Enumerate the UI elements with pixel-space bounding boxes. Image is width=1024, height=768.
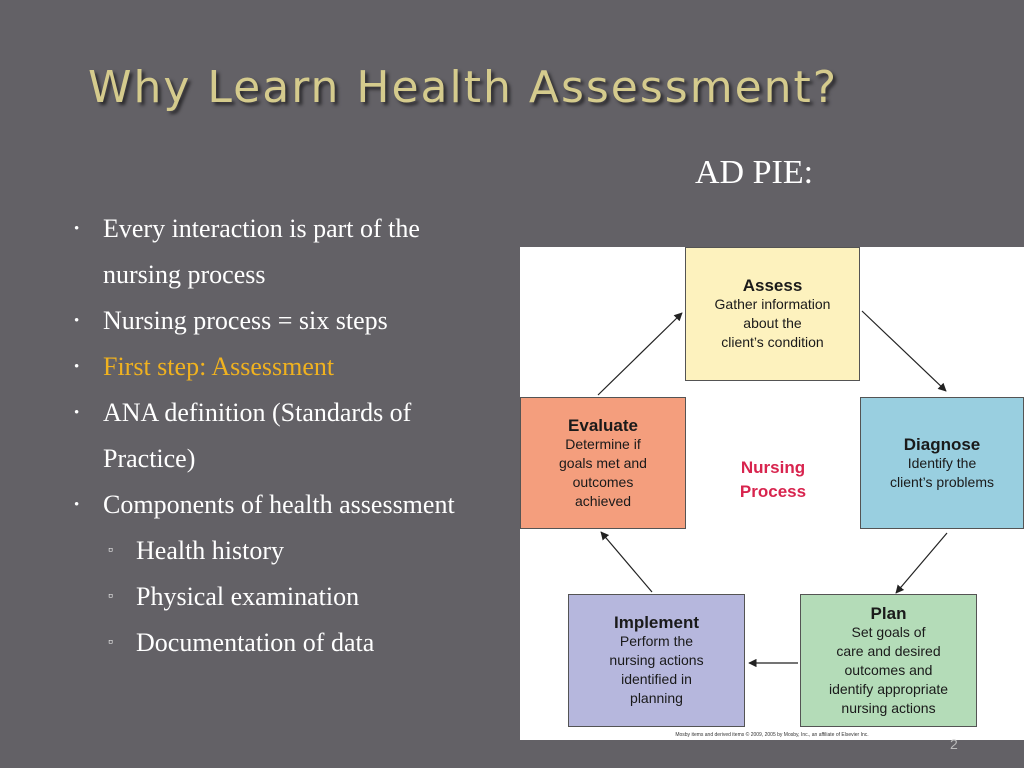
diagnose-title: Diagnose (903, 434, 981, 454)
plan-title: Plan (870, 603, 907, 623)
assess-line: about the (743, 315, 802, 331)
plan-step-box (800, 594, 977, 727)
evaluate-step-box (520, 397, 686, 529)
plan-line: identify appropriate (828, 680, 949, 697)
arrow-diagnose-to-plan (896, 533, 947, 593)
assess-line: client’s condition (721, 334, 824, 350)
implement-line: planning (630, 690, 683, 706)
evaluate-line: outcomes (572, 473, 634, 490)
assess-line: Gather information (714, 296, 831, 312)
center-label-line: Process (739, 482, 807, 501)
implement-title: Implement (613, 613, 700, 632)
bullet-item-highlighted: • First step: Assessment (72, 344, 492, 390)
assess-step-box (685, 247, 860, 381)
bullet-item: • ANA definition (Standards of Practice) (72, 390, 492, 482)
sub-bullet-item: ▫ Documentation of data (72, 620, 492, 666)
copyright-credit: Mosby items and derived items © 2009, 2005 by Mosby, Inc., an affiliate of Elsevier Inc. (675, 732, 869, 738)
bullet-list (72, 206, 492, 666)
arrow-evaluate-to-assess (598, 313, 682, 395)
diagnose-line: client’s problems (889, 473, 994, 490)
center-label-line: Nursing (740, 458, 806, 477)
implement-line: nursing actions (609, 652, 704, 668)
slide-title: Why Learn Health Assessment? (88, 62, 839, 113)
arrow-implement-to-evaluate (601, 532, 652, 592)
plan-line: care and desired (836, 642, 941, 659)
sub-bullet-item: ▫ Physical examination (72, 574, 492, 620)
diagnose-line: Identify the (907, 454, 977, 471)
evaluate-title: Evaluate (568, 415, 638, 435)
implement-step-box (568, 594, 745, 727)
nursing-process-label (715, 456, 831, 504)
implement-line: identified in (621, 671, 692, 687)
bullet-item: • Nursing process = six steps (72, 298, 492, 344)
implement-line: Perform the (619, 633, 694, 649)
evaluate-line: achieved (574, 492, 632, 509)
page-number: 2 (950, 736, 958, 752)
plan-line: Set goals of (851, 623, 926, 640)
nursing-process-diagram (520, 247, 1024, 740)
plan-line: outcomes and (844, 661, 933, 678)
arrow-assess-to-diagnose (862, 311, 946, 391)
bullet-item: • Components of health assessment (72, 482, 492, 528)
slide-subtitle: AD PIE: (695, 154, 814, 191)
diagnose-step-box (860, 397, 1024, 529)
sub-bullet-item: ▫ Health history (72, 528, 492, 574)
evaluate-line: goals met and (559, 454, 647, 471)
bullet-item: • Every interaction is part of the nursing process (72, 206, 492, 298)
plan-line: nursing actions (841, 699, 936, 716)
assess-title: Assess (742, 276, 803, 295)
evaluate-line: Determine if (565, 435, 641, 452)
